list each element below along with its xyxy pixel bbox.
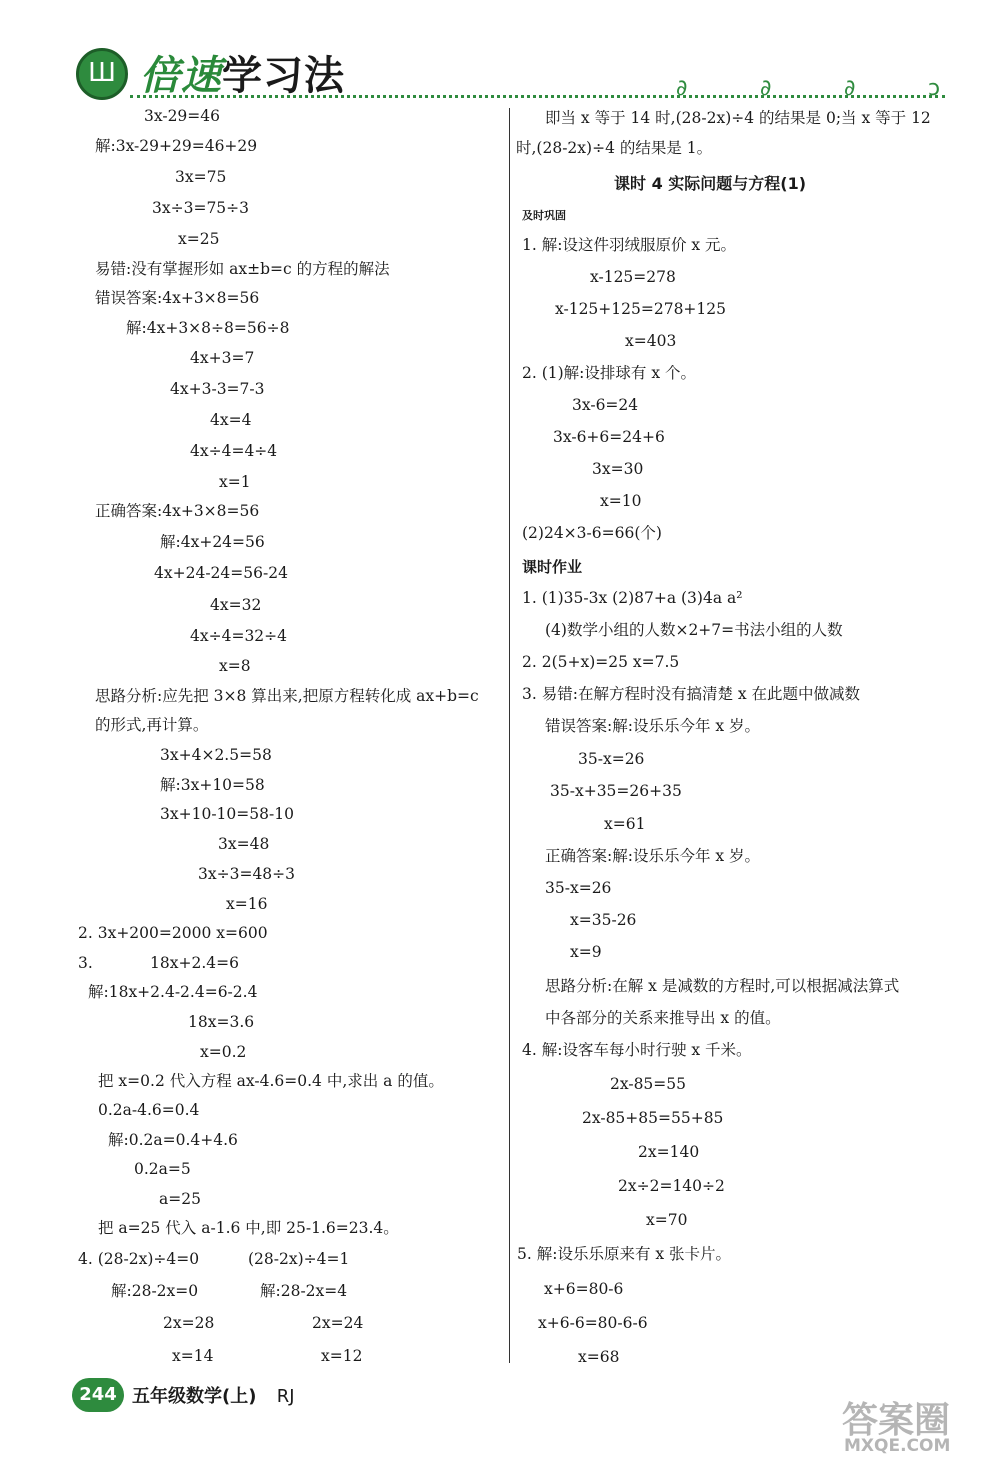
conclusion-line: 时,(28-2x)÷4 的结果是 1。 [516, 139, 713, 157]
swirl-ornament-icon: ∂ [676, 76, 688, 101]
solution-line: 4x+24-24=56-24 [154, 564, 288, 582]
column-divider [509, 108, 510, 1363]
solution-line: 4x÷4=4÷4 [190, 442, 278, 460]
book-title [132, 1382, 295, 1408]
correct-answer-line: 正确答案:4x+3×8=56 [95, 502, 260, 520]
solution-line: x=16 [226, 895, 268, 913]
solution-line: x=10 [600, 492, 642, 510]
page-header [0, 0, 1000, 110]
swirl-ornament-icon: ∂ [844, 76, 856, 101]
solution-line: x=70 [646, 1211, 688, 1229]
analysis-note: 思路分析:应先把 3×8 算出来,把原方程转化成 ax+b=c [95, 687, 479, 705]
book-grade-subject: 五年级数学(上) [132, 1386, 257, 1407]
solution-line: 2x-85=55 [610, 1075, 687, 1093]
solution-line: 3x÷3=48÷3 [198, 865, 296, 883]
solution-line: 解:3x-29+29=46+29 [95, 137, 258, 155]
solution-line: 解:3x+10=58 [160, 776, 265, 794]
solution-line: 35-x=26 [578, 750, 645, 768]
solution-line: x=0.2 [200, 1043, 247, 1061]
solution-line: 把 x=0.2 代入方程 ax-4.6=0.4 中,求出 a 的值。 [98, 1072, 444, 1090]
solution-line: x=35-26 [570, 911, 637, 929]
question-4-equation-b: (28-2x)÷4=1 [248, 1250, 350, 1268]
solution-line: 解:0.2a=0.4+4.6 [108, 1131, 238, 1149]
solution-line: 18x=3.6 [188, 1013, 255, 1031]
analysis-note: 中各部分的关系来推导出 x 的值。 [545, 1009, 781, 1027]
solution-line: (4)数学小组的人数×2+7=书法小组的人数 [545, 621, 843, 639]
page-number-badge: 244 [72, 1378, 124, 1412]
question-line: 2. (1)解:设排球有 x 个。 [522, 364, 696, 382]
solution-line: 4x=32 [210, 596, 262, 614]
swirl-ornament-icon: ↄ [928, 76, 941, 101]
solution-line: 2x=24 [312, 1314, 364, 1332]
header-dotted-rule [130, 95, 945, 98]
solution-line: 35-x+35=26+35 [550, 782, 682, 800]
watermark-chars: 答案圈 [842, 1400, 951, 1441]
solution-line: x=12 [321, 1347, 363, 1365]
solution-line: 0.2a=5 [134, 1160, 191, 1178]
question-line: 4. 解:设客车每小时行驶 x 千米。 [522, 1041, 752, 1059]
watermark-url: MXQE.COM [844, 1436, 951, 1456]
brand-logo-icon: Ш [76, 48, 128, 100]
solution-line: 3x=30 [592, 460, 644, 478]
solution-line: 4x+3=7 [190, 349, 255, 367]
error-note: 易错:没有掌握形如 ax±b=c 的方程的解法 [95, 260, 390, 278]
solution-line: 3x-6=24 [572, 396, 639, 414]
solution-line: x+6-6=80-6-6 [538, 1314, 648, 1332]
edition-label: RJ [276, 1386, 295, 1407]
question-line: 2. 2(5+x)=25 x=7.5 [522, 653, 680, 671]
solution-line: 4x=4 [210, 411, 252, 429]
brand-title [140, 44, 345, 101]
question-line: 1. 解:设这件羽绒服原价 x 元。 [522, 236, 737, 254]
solution-line: 解:4x+3×8÷8=56÷8 [126, 319, 290, 337]
solution-line: 2x=28 [163, 1314, 215, 1332]
solution-line: 18x+2.4=6 [150, 954, 239, 972]
wrong-answer-line: 错误答案:4x+3×8=56 [95, 289, 260, 307]
question-line: 1. (1)35-3x (2)87+a (3)4a a² [522, 589, 743, 607]
correct-answer-line: 正确答案:解:设乐乐今年 x 岁。 [545, 847, 761, 865]
solution-line: 解:4x+24=56 [160, 533, 265, 551]
brand-subtitle: 学习法 [222, 53, 345, 99]
error-note: 3. 易错:在解方程时没有搞清楚 x 在此题中做减数 [522, 685, 861, 703]
solution-line: 2x÷2=140÷2 [618, 1177, 725, 1195]
solution-line: x=61 [604, 815, 646, 833]
solution-line: x=14 [172, 1347, 214, 1365]
solution-line: 3x-29=46 [144, 107, 221, 125]
solution-line: 3x=48 [218, 835, 270, 853]
solution-line: 3x-6+6=24+6 [553, 428, 665, 446]
solution-line: x=68 [578, 1348, 620, 1366]
solution-line: 4x+3-3=7-3 [170, 380, 265, 398]
solution-line: x+6=80-6 [544, 1280, 624, 1298]
brand-name: 倍速 [140, 53, 222, 99]
question-4-equation-a: 4. (28-2x)÷4=0 [78, 1250, 200, 1268]
solution-line: 2x-85+85=55+85 [582, 1109, 724, 1127]
section-label: 及时巩固 [522, 209, 566, 222]
solution-line: 4x÷4=32÷4 [190, 627, 288, 645]
solution-line: 2x=140 [638, 1143, 700, 1161]
section-label: 课时作业 [522, 558, 583, 576]
solution-line: 3x+10-10=58-10 [160, 805, 294, 823]
analysis-note: 的形式,再计算。 [95, 716, 209, 734]
solution-line: x=1 [219, 473, 251, 491]
solution-line: 解:28-2x=4 [260, 1282, 348, 1300]
solution-line: 3x+4×2.5=58 [160, 746, 272, 764]
solution-line: 3x÷3=75÷3 [152, 199, 250, 217]
solution-line: x-125+125=278+125 [555, 300, 727, 318]
wrong-answer-line: 错误答案:解:设乐乐今年 x 岁。 [545, 717, 761, 735]
solution-line: x=403 [625, 332, 677, 350]
solution-line: 解:28-2x=0 [111, 1282, 199, 1300]
question-2-answer: 2. 3x+200=2000 x=600 [78, 924, 268, 942]
analysis-note: 思路分析:在解 x 是减数的方程时,可以根据减法算式 [545, 977, 900, 995]
solution-line: 把 a=25 代入 a-1.6 中,即 25-1.6=23.4。 [98, 1219, 399, 1237]
solution-line: 解:18x+2.4-2.4=6-2.4 [88, 983, 258, 1001]
solution-line: 0.2a-4.6=0.4 [98, 1101, 200, 1119]
solution-line: x=8 [219, 657, 251, 675]
solution-line: x=25 [178, 230, 220, 248]
conclusion-line: 即当 x 等于 14 时,(28-2x)÷4 的结果是 0;当 x 等于 12 [545, 109, 931, 127]
solution-line: a=25 [159, 1190, 201, 1208]
watermark-logo [842, 1392, 992, 1464]
swirl-ornament-icon: ∂ [760, 76, 772, 101]
solution-line: x-125=278 [590, 268, 676, 286]
question-3-number: 3. [78, 954, 93, 972]
lesson-title: 课时 4 实际问题与方程(1) [614, 174, 807, 193]
question-line: 5. 解:设乐乐原来有 x 张卡片。 [517, 1245, 732, 1263]
solution-line: 3x=75 [175, 168, 227, 186]
solution-line: x=9 [570, 943, 602, 961]
solution-line: (2)24×3-6=66(个) [522, 524, 662, 542]
solution-line: 35-x=26 [545, 879, 612, 897]
